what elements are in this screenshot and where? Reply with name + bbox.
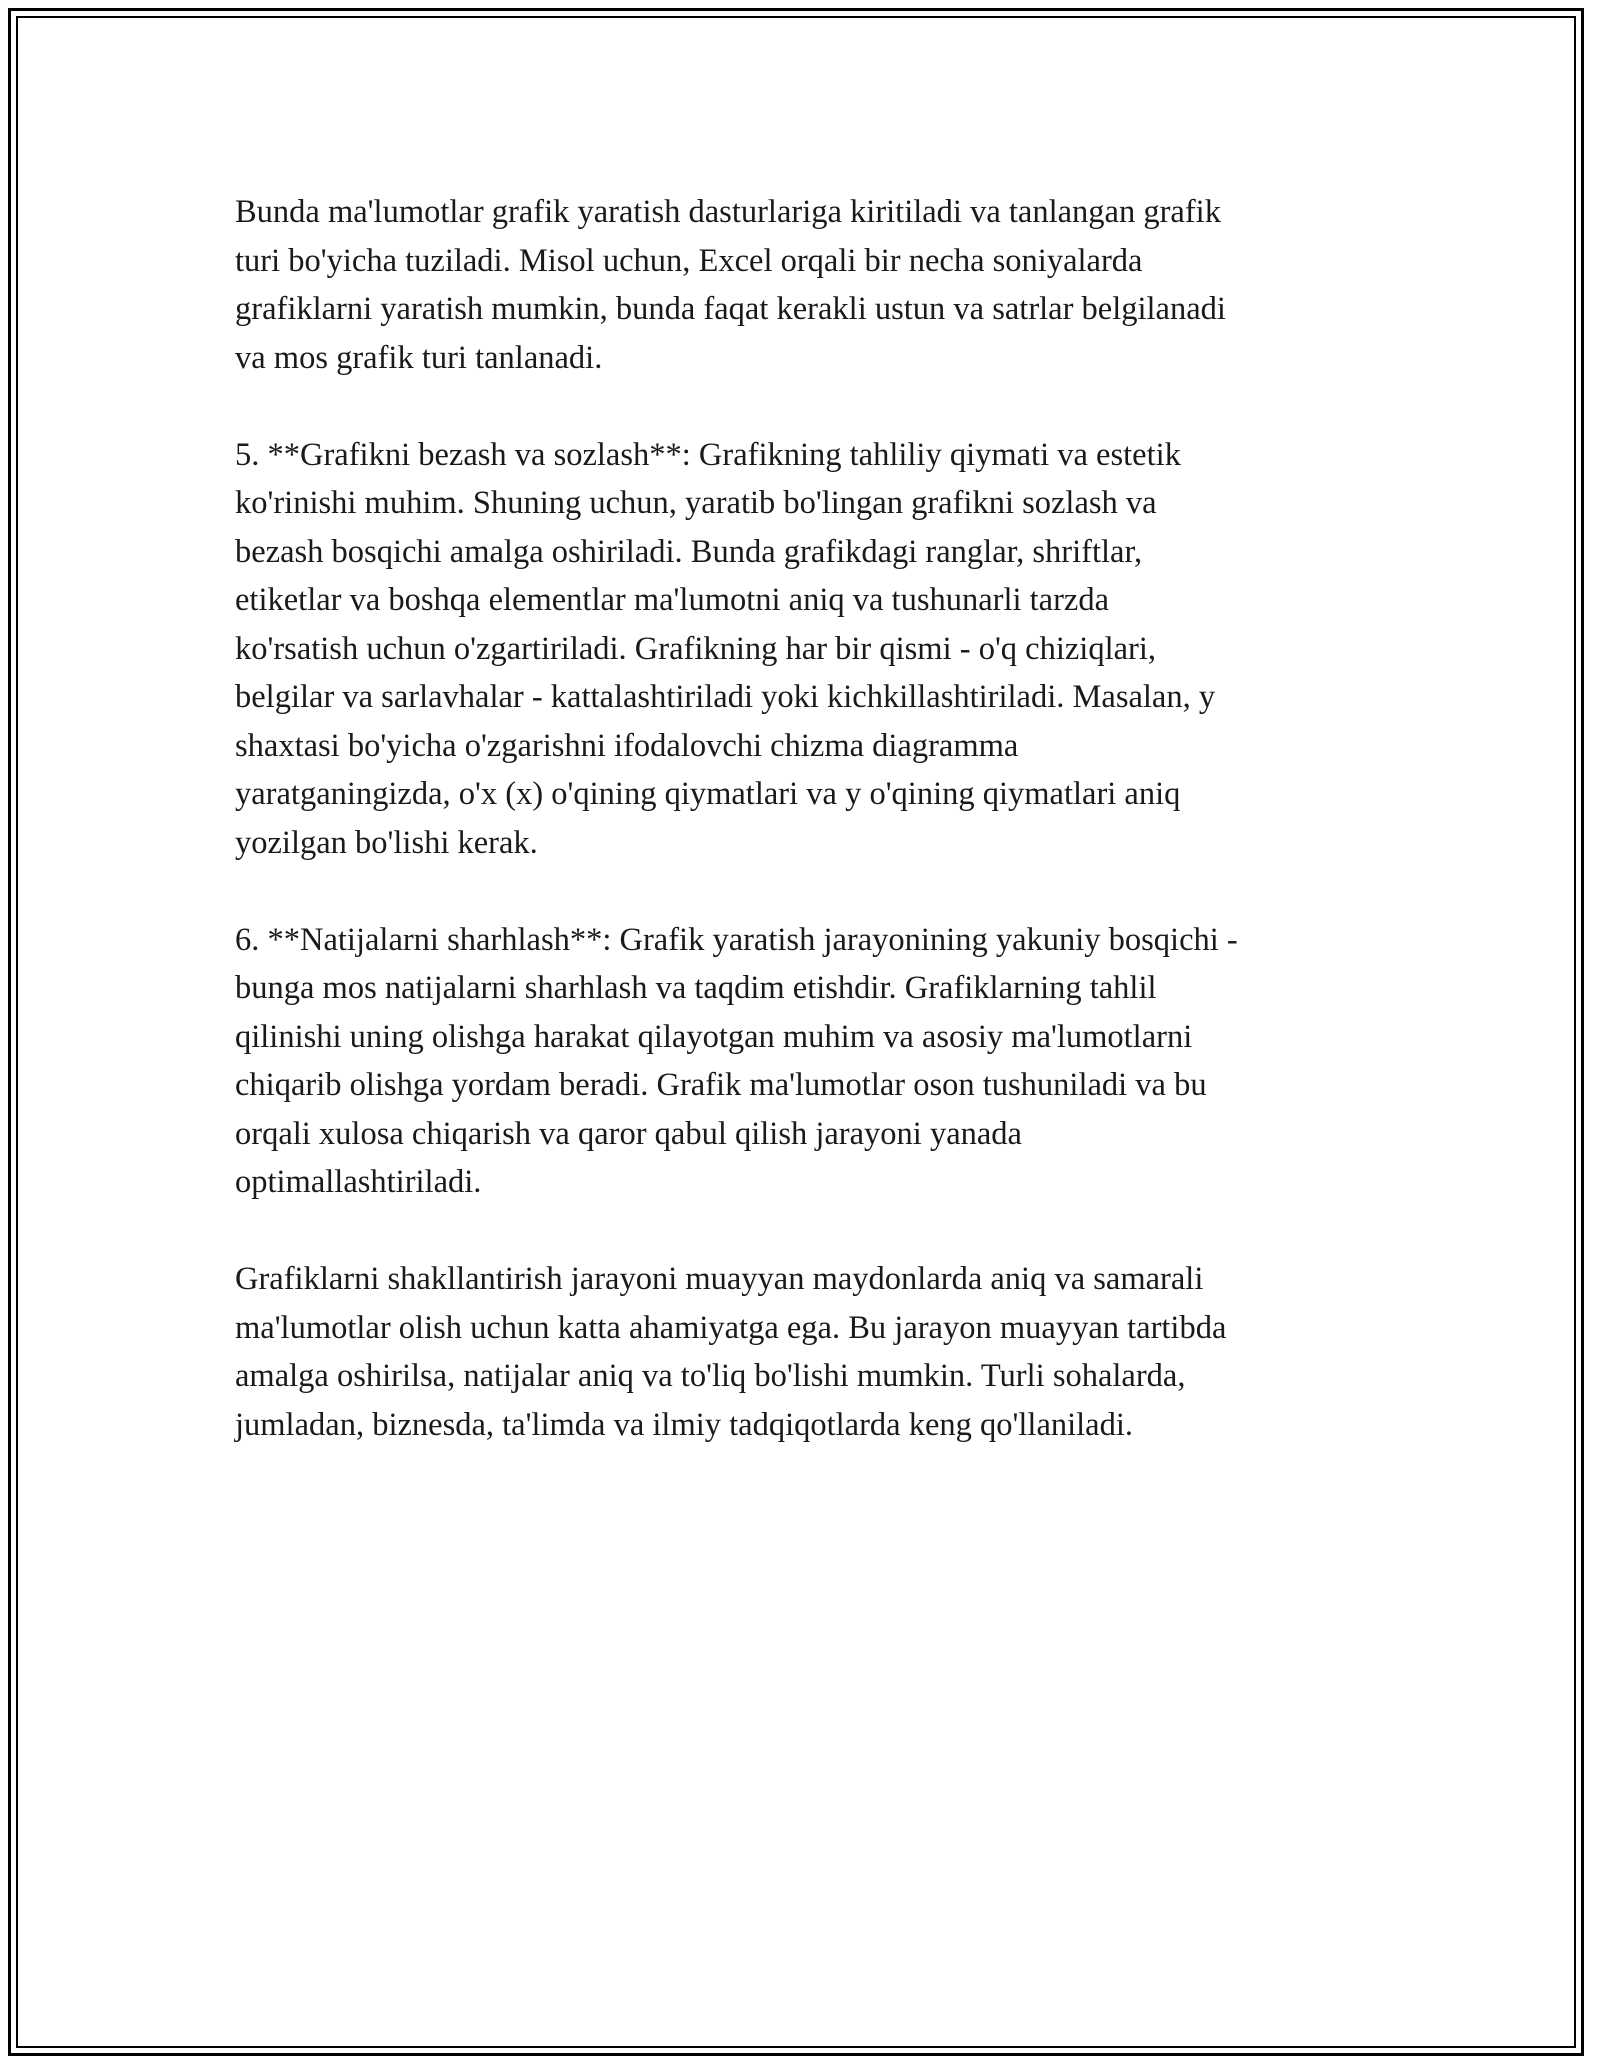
document-body xyxy=(235,188,1375,1498)
text-line: belgilar va sarlavhalar - kattalashtiriladi yoki kichkillashtiriladi. Masalan, y xyxy=(235,679,1216,715)
text-line: ma'lumotlar olish uchun katta ahamiyatga ega. Bu jarayon muayyan tartibda xyxy=(235,1309,1227,1346)
text-line: amalga oshirilsa, natijalar aniq va to'liq bo'lishi mumkin. Turli sohalarda, xyxy=(235,1358,1186,1394)
text-line: chiqarib olishga yordam beradi. Grafik ma'lumotlar oson tushuniladi va bu xyxy=(235,1067,1207,1103)
text-line: va mos grafik turi tanlanadi. xyxy=(235,339,603,376)
text-line: bezash bosqichi amalga oshiriladi. Bunda grafikdagi ranglar, shriftlar, xyxy=(235,533,1143,570)
text-line: yaratganingizda, o'x (x) o'qining qiymatlari va y o'qining qiymatlari aniq xyxy=(235,776,1181,812)
text-line: etiketlar va boshqa elementlar ma'lumotni aniq va tushunarli tarzda xyxy=(235,582,1110,618)
text-line: bunga mos natijalarni sharhlash va taqdim etishdir. Grafiklarning tahlil xyxy=(235,970,1157,1006)
text-line: yozilgan bo'lishi kerak. xyxy=(235,824,538,861)
paragraph-intro xyxy=(235,188,1375,382)
text-line: ko'rinishi muhim. Shuning uchun, yaratib bo'lingan grafikni sozlash va xyxy=(235,485,1157,521)
paragraph-step-5 xyxy=(235,431,1375,868)
text-line: Bunda ma'lumotlar grafik yaratish dasturlariga kiritiladi va tanlangan grafik xyxy=(235,194,1221,230)
paragraph-conclusion xyxy=(235,1255,1375,1449)
text-line: ko'rsatish uchun o'zgartiriladi. Grafikning har bir qismi - o'q chiziqlari, xyxy=(235,630,1157,667)
text-line: shaxtasi bo'yicha o'zgarishni ifodalovchi chizma diagramma xyxy=(235,727,1019,764)
text-line: jumladan, biznesda, ta'limda va ilmiy tadqiqotlarda keng qo'llaniladi. xyxy=(235,1406,1134,1443)
text-line: turi bo'yicha tuziladi. Misol uchun, Excel orqali bir necha soniyalarda xyxy=(235,242,1143,279)
text-line: Grafiklarni shakllantirish jarayoni muayyan maydonlarda aniq va samarali xyxy=(235,1261,1204,1297)
text-line: grafiklarni yaratish mumkin, bunda faqat kerakli ustun va satrlar belgilanadi xyxy=(235,291,1226,327)
text-line: 6. **Natijalarni sharhlash**: Grafik yaratish jarayonining yakuniy bosqichi - xyxy=(235,921,1238,958)
paragraph-step-6 xyxy=(235,916,1375,1207)
text-line: orqali xulosa chiqarish va qaror qabul qilish jarayoni yanada xyxy=(235,1115,1022,1152)
text-line: 5. **Grafikni bezash va sozlash**: Grafikning tahliliy qiymati va estetik xyxy=(235,436,1181,473)
text-line: optimallashtiriladi. xyxy=(235,1164,482,1200)
text-line: qilinishi uning olishga harakat qilayotgan muhim va asosiy ma'lumotlarni xyxy=(235,1018,1193,1055)
